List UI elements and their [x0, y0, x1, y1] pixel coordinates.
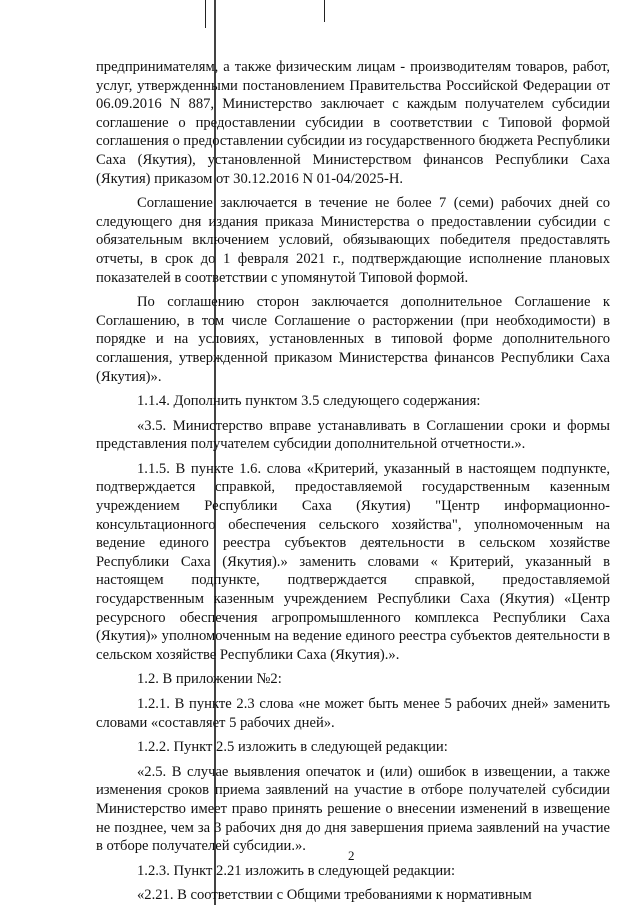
paragraph: 1.1.5. В пункте 1.6. слова «Критерий, указанный в настоящем подпункте, подтверждается справкой, предоставляемой государственным казенным учреждением Республики Саха (Якутия) "Центр информационно-консультационного обеспечения сельского хозяйства", уполномоченным на ведение единого реестра субъектов деятельности в сельском хозяйстве Республики Саха (Якутия).» заменить словами « Критерий, указанный в настоящем подпункте, подтверждается справкой, предоставляемой государственным казенным учреждением Республики Саха (Якутия) «Центр ресурсного обеспечения агропромышленного комплекса Республики Саха (Якутия)» уполномоченным на ведение единого реестра субъектов деятельности в сельском хозяйстве Республики Саха (Якутия).».	[96, 460, 610, 663]
paragraph: 1.2. В приложении №2:	[137, 671, 282, 688]
paragraph: предпринимателям, а также физическим лицам - производителям товаров, работ, услуг, утвержденными постановлением Правительства Российской Федерации от 06.09.2016 N 887, Министерство заключает с каждым получателем субсидии соглашение о предоставлении субсидии в соответствии с Типовой формой соглашения о предоставлении субсидии из государственного бюджета Республики Саха (Якутия), установленной Министерством финансов Республики Саха (Якутия) приказом от 30.12.2016 N 01-04/2025-Н.	[96, 59, 611, 187]
paragraph: Соглашение заключается в течение не более 7 (семи) рабочих дней со следующего дня издания приказа Министерства о предоставлении субсидии с обязательным включением условий, обязывающих победителя предоставлять отчеты, в срок до 1 февраля 2021 г., подтверждающие исполнение плановых показателей в соответствии с упомянутой Типовой формой.	[96, 195, 610, 286]
paragraph: «2.21. В соответствии с Общими требованиями к нормативным	[137, 887, 532, 904]
paragraph: 1.2.3. Пункт 2.21 изложить в следующей редакции:	[137, 862, 456, 879]
paragraph: «2.5. В случае выявления опечаток и (или) ошибок в извещении, а также изменения сроков приема заявлений на участие в отборе получателей субсидии Министерство имеет право принять решение о внесении изменений в извещение не позднее, чем за 3 рабочих дня до дня завершения приема заявлений на участие в отборе получателей субсидии.».	[96, 763, 610, 855]
paragraph: По соглашению сторон заключается дополнительное Соглашение к Соглашению, в том числе Соглашение о расторжении (при необходимости) в порядке и на условиях, установленных в типовой форме дополнительного соглашения, утвержденной приказом Министерства финансов Республики Саха (Якутия)».	[96, 294, 610, 385]
scan-artifact-line	[205, 0, 206, 28]
paragraph: 1.2.2. Пункт 2.5 изложить в следующей редакции:	[137, 739, 448, 756]
paragraph: 1.1.4. Дополнить пунктом 3.5 следующего содержания:	[137, 393, 481, 410]
document-body	[96, 58, 610, 911]
scan-artifact-line	[324, 0, 325, 22]
paragraph: «3.5. Министерство вправе устанавливать в Соглашении сроки и формы представления получателем субсидии дополнительной отчетности.».	[96, 417, 610, 453]
paragraph: 1.2.1. В пункте 2.3 слова «не может быть менее 5 рабочих дней» заменить словами «составляет 5 рабочих дней».	[96, 696, 610, 731]
page-number: 2	[348, 848, 355, 863]
